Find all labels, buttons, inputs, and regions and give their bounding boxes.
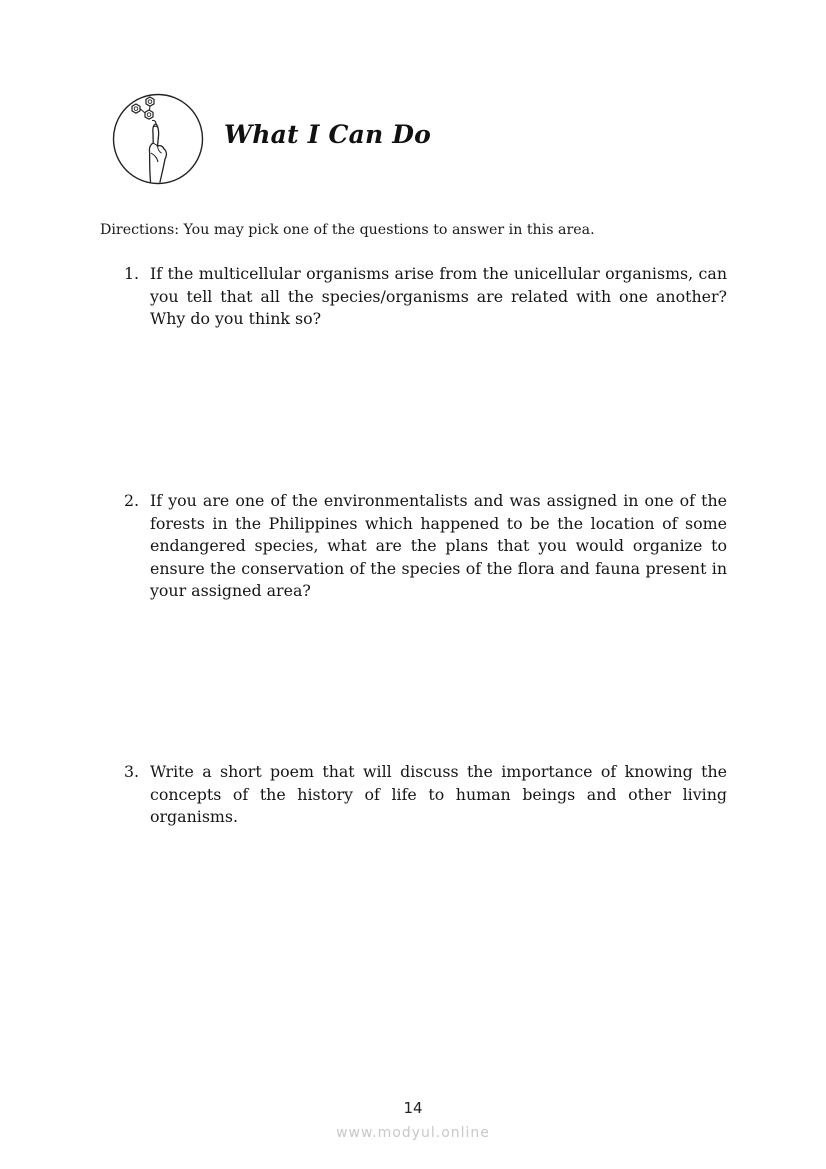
question-text: If the multicellular organisms arise from the unicellular organisms, can you tell that all the species/organisms are related with one another? Why do you think so? bbox=[150, 264, 727, 329]
hand-molecule-icon bbox=[112, 93, 204, 185]
question-number: 2. bbox=[124, 491, 140, 510]
watermark: www.modyul.online bbox=[336, 1125, 490, 1141]
question-number: 1. bbox=[124, 264, 140, 283]
section-title: What I Can Do bbox=[224, 120, 432, 149]
question-item bbox=[124, 490, 727, 603]
directions-text: Directions: You may pick one of the questions to answer in this area. bbox=[100, 222, 595, 238]
question-item bbox=[124, 761, 727, 829]
question-number: 3. bbox=[124, 762, 140, 781]
question-text: If you are one of the environmentalists and was assigned in one of the forests in the Philippines which happened to be the location of some endangered species, what are the plans that you would organize to ensure the conservation of the species of the flora and fauna present in your assigned area? bbox=[150, 491, 727, 601]
page-number: 14 bbox=[403, 1099, 423, 1117]
question-item bbox=[124, 263, 727, 331]
question-text: Write a short poem that will discuss the importance of knowing the concepts of the history of life to human beings and other living organisms. bbox=[150, 762, 727, 827]
